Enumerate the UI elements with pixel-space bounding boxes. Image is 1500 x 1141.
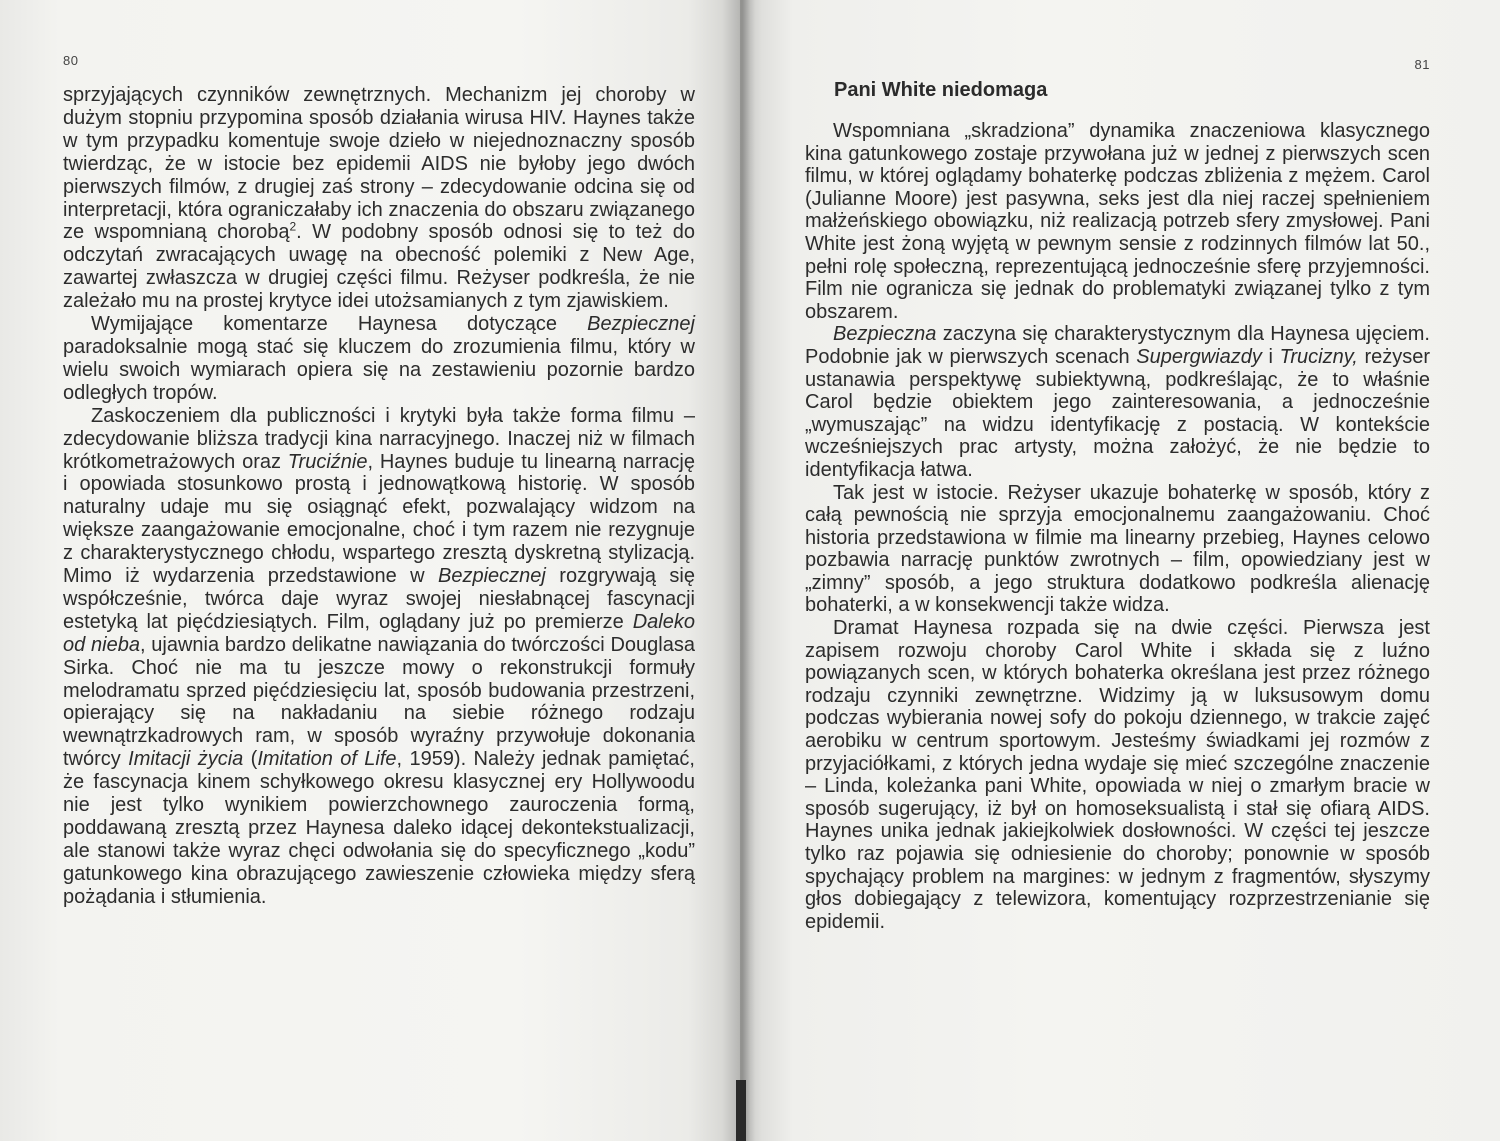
paragraph (805, 482, 1430, 618)
text-run: Dramat Haynesa rozpada się na dwie części. Pierwsza jest zapisem rozwoju choroby Carol White i składa się z luźno powiązanych scen, w których bohaterka określana jest przez różnego rodzaju czynniki zewnętrzne. Widzimy ją w luksusowym domu podczas wybierania nowej sofy do pokoju dziennego, w trakcie zajęć aerobiku w centrum sportowym. Jesteśmy świadkami jej rozmów z przyjaciółkami, z których jedna wydaje się mieć szczególne znaczenie – Linda, koleżanka pani White, opowiada w niej o zmarłym bracie w sposób sugerujący, iż był on homoseksualistą i stał się ofiarą AIDS. Haynes unika jednak jakiejkolwiek dosłowności. W części tej jeszcze tylko raz pojawia się odniesienie do choroby; ponownie w sposób spychający problem na margines: w jednym z fragmentów, słyszymy głos dobiegający z telewizora, komentujący rozprzestrzenianie się epidemii. (805, 617, 1430, 933)
text-run: ( (243, 748, 258, 771)
page-number-left: 80 (63, 53, 79, 68)
text-run: rozgrywają się współcześnie, twórca daje wyraz swojej niesłabnącej fascynacji estetyką lat pięćdziesiątych. Film, oglądany już po premierze (63, 565, 695, 633)
paragraph (63, 313, 695, 405)
italic-title: Truciźnie (287, 450, 368, 473)
section-heading: Pani White niedomaga (834, 79, 1048, 101)
italic-title: Supergwiazdy (1136, 345, 1262, 368)
text-run: Wymijające komentarze Haynesa dotyczące (91, 313, 588, 336)
paragraph (63, 84, 695, 313)
italic-title: Daleko od nieba (63, 610, 695, 656)
left-page (0, 0, 740, 1141)
italic-title: Bezpiecznej (438, 565, 546, 588)
italic-title: Imitation of Life (257, 748, 397, 771)
paragraph (805, 120, 1430, 323)
italic-title: Bezpieczna (833, 323, 937, 346)
text-run: reżyser ustanawia perspektywę subiektywną, podkreślając, że to właśnie Carol będzie obiektem jego zainteresowania, a jednocześnie „wymuszając” na widzu identyfikację z postacią. W kontekście wcześniejszych prac artysty, można założyć, że nie będzie to identyfikacja łatwa. (805, 345, 1431, 481)
text-run: , 1959). Należy jednak pamiętać, że fascynacja kinem schyłkowego okresu klasycznej ery Hollywoodu nie jest tylko wynikiem powierzchownego zauroczenia formą, poddawaną zresztą przez Haynesa daleko idącej dekontekstualizacji, ale stanowi także wyraz chęci odwołania się do specyficznego „kodu” gatunkowego kina obrazującego zawieszenie człowieka między sferą pożądania i stłumienia. (63, 748, 695, 908)
text-run: sprzyjających czynników zewnętrznych. Mechanizm jej choroby w dużym stopniu przypomina sposób działania wirusa HIV. Haynes także w tym przypadku komentuje swoje dzieło w niejednoznaczny sposób twierdząc, że w istocie bez epidemii AIDS nie byłoby jego dwóch pierwszych filmów, z drugiej zaś strony – zdecydowanie odcina się od interpretacji, która ograniczałaby ich znaczenia do obszaru związanego ze wspomnianą chorobą (63, 84, 695, 244)
text-run: paradoksalnie mogą stać się kluczem do zrozumienia filmu, który w wielu swoich wymiarach opiera się na zestawieniu pozornie bardzo odległych tropów. (63, 335, 695, 404)
text-run: i (1261, 345, 1280, 368)
text-run: . W podobny sposób odnosi się to też do odczytań zwracających uwagę na obecność polemiki z New Age, zawartej zwłaszcza w drugiej części filmu. Reżyser podkreśla, że nie zależało mu na prostej krytyce idei utożsamianych z tym zjawiskiem. (63, 221, 695, 313)
page-number-right: 81 (1414, 57, 1430, 72)
italic-title: Imitacji życia (128, 748, 244, 771)
text-run: Wspomniana „skradziona” dynamika znaczeniowa klasycznego kina gatunkowego zostaje przywołana już w jednej z pierwszych scen filmu, w której oglądamy bohaterkę podczas zbliżenia z mężem. Carol (Julianne Moore) jest pasywna, seks jest dla niej raczej spełnieniem małżeńskiego obowiązku, niż realizacją potrzeb sfery zmysłowej. Pani White jest żoną wyjętą w pewnym sensie z rodzinnych filmów lat 50., pełni rolę społeczną, reprezentującą jednocześnie sferę przyjemności. Film nie ogranicza się jednak do problematyki związanej tylko z tym obszarem. (805, 120, 1430, 323)
text-run: , ujawnia bardzo delikatne nawiązania do twórczości Douglasa Sirka. Choć nie ma tu jeszcze mowy o rekonstrukcji formuły melodramatu sprzed pięćdziesięciu lat, sposób budowania przestrzeni, opierający się na nakładaniu na siebie różnego rodzaju wewnątrzkadrowych ram, w sposób wyraźny przywołuje dokonania twórcy (63, 633, 695, 771)
italic-title: Trucizny, (1279, 345, 1358, 368)
left-page-body (63, 84, 695, 909)
text-run: Zaskoczeniem dla publiczności i krytyki była także forma filmu – zdecydowanie bliższa tradycji kina narracyjnego. Inaczej niż w filmach krótkometrażowych oraz (63, 404, 695, 473)
text-run: Tak jest w istocie. Reżyser ukazuje bohaterkę w sposób, który z całą pewnością nie sprzyja emocjonalnemu zaangażowaniu. Choć historia przedstawiona w filmie ma linearny przebieg, Haynes celowo pozbawia narrację punktów zwrotnych – film, opowiedziany jest w „zimny” sposób, a jego struktura dodatkowo podkreśla alienację bohaterki, a w konsekwencji także widza. (805, 481, 1430, 617)
text-run: zaczyna się charakterystycznym dla Haynesa ujęciem. Podobnie jak w pierwszych scenach (805, 323, 1430, 368)
footnote-ref: 2 (289, 219, 297, 234)
italic-title: Bezpiecznej (587, 313, 695, 336)
spine-shadow (736, 1080, 746, 1141)
paragraph (63, 405, 695, 909)
text-run: , Haynes buduje tu linearną narrację i opowiada stosunkowo prostą i jednowątkową historię. W sposób naturalny udaje mu się osiągnąć efekt, pozwalający widzom na większe zaangażowanie emocjonalne, choć i tym razem nie rezygnuje z charakterystycznego chłodu, wspartego zresztą dyskretną stylizacją. Mimo iż wydarzenia przedstawione w (63, 450, 696, 588)
right-page-body (805, 120, 1430, 933)
paragraph (805, 323, 1430, 481)
paragraph (805, 617, 1430, 933)
